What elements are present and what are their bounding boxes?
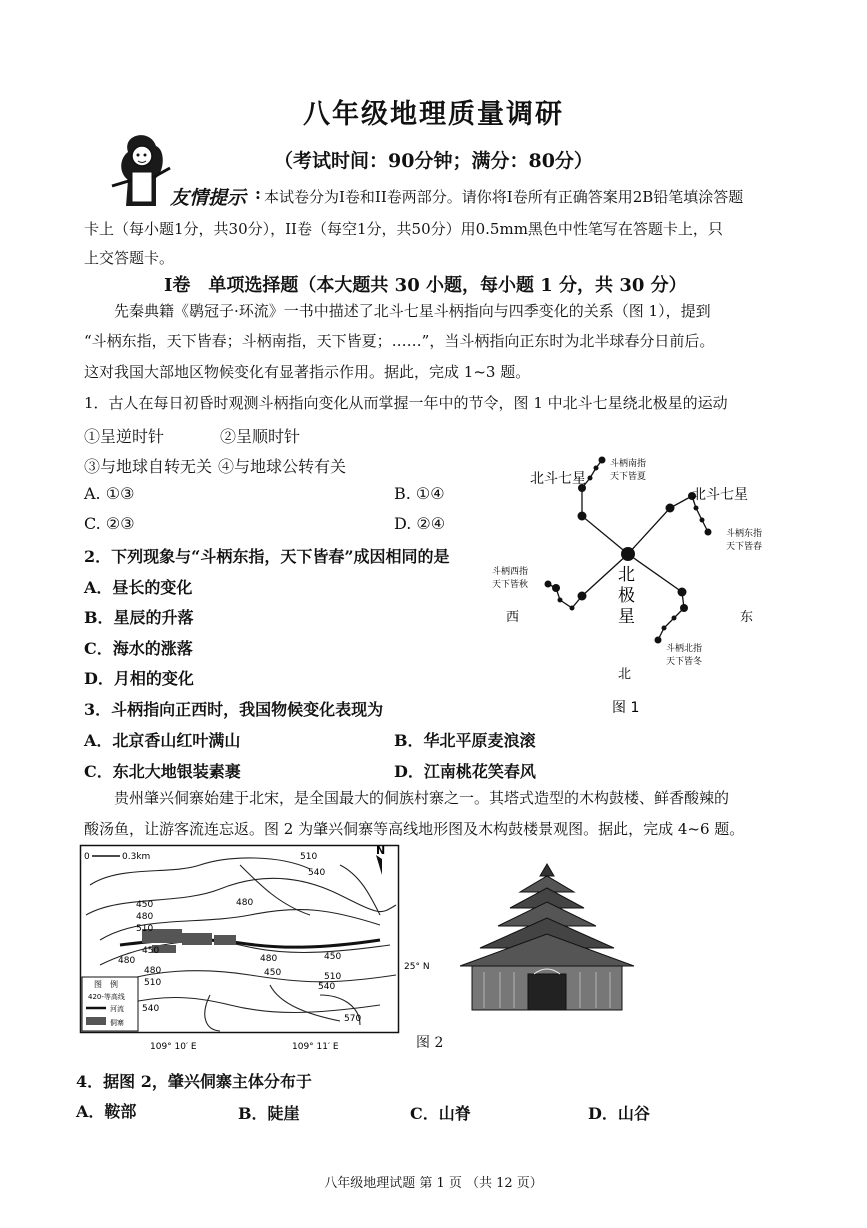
q4-option-c[interactable]: C．山脊	[410, 1104, 471, 1123]
fig1-west-2: 天下皆秋	[492, 580, 529, 590]
fig2-lat: 25° N	[404, 962, 430, 972]
passage2-line1: 贵州肇兴侗寨始建于北宋，是全国最大的侗族村寨之一。其塔式造型的木构鼓楼、鲜香酸辣的	[114, 789, 730, 807]
fig2-c450d: 450	[264, 968, 282, 978]
q1-option-d[interactable]: D. ②④	[394, 514, 446, 533]
fig2-c480d: 480	[144, 966, 162, 976]
figure-1-big-dipper	[478, 448, 788, 723]
fig2-legend-contour: 420-等高线	[88, 993, 125, 1001]
q3-option-c[interactable]: C．东北大地银装素裹	[84, 762, 241, 781]
q1-stem: 1．古人在每日初昏时观测斗柄指向变化从而掌握一年中的节令，图 1 中北斗七星绕北极星的运动	[84, 394, 728, 412]
fig2-lon1: 109° 10′ E	[150, 1042, 197, 1052]
fig2-caption: 图 2	[416, 1035, 444, 1051]
fig1-east-2: 天下皆春	[726, 542, 763, 552]
q1-statement-3: ③与地球自转无关	[84, 457, 213, 476]
q2-option-b[interactable]: B．星辰的升落	[84, 608, 194, 627]
q1-option-a[interactable]: A. ①③	[84, 484, 135, 503]
fig2-legend-river: 河流	[110, 1005, 124, 1013]
q2-stem: 2．下列现象与“斗柄东指，天下皆春”成因相同的是	[84, 547, 450, 566]
q3-option-d[interactable]: D．江南桃花笑春风	[394, 762, 536, 781]
fig1-dir-east: 东	[740, 610, 754, 625]
fig2-c510d: 510	[324, 972, 342, 982]
drum-tower-image	[450, 862, 645, 1012]
fig2-c570: 570	[344, 1014, 362, 1024]
section-heading: I卷 单项选择题（本大题共 30 小题，每小题 1 分，共 30 分）	[164, 275, 687, 296]
q4-option-d[interactable]: D．山谷	[588, 1104, 650, 1123]
fig1-label-dipper-left: 北斗七星	[530, 471, 586, 487]
q1-statement-4: ④与地球公转有关	[218, 457, 347, 476]
fig2-north: N	[376, 844, 386, 857]
fig2-c540b: 540	[142, 1004, 160, 1014]
q1-statement-1: ①呈逆时针	[84, 427, 165, 446]
page-footer: 八年级地理试题 第 1 页 （共 12 页）	[324, 1176, 543, 1191]
tip-line3: 上交答题卡。	[84, 249, 175, 267]
fig2-c510b: 510	[136, 924, 154, 934]
q3-stem: 3．斗柄指向正西时，我国物候变化表现为	[84, 700, 384, 719]
q2-option-a[interactable]: A．昼长的变化	[84, 578, 193, 597]
fig1-north-2: 天下皆冬	[666, 657, 703, 667]
fig1-label-dipper-right: 北斗七星	[692, 487, 748, 503]
fig2-scale-km: 0.3km	[122, 852, 151, 862]
fig2-c450b: 450	[142, 946, 160, 956]
cartoon-student-image	[108, 128, 174, 210]
page-title: 八年级地理质量调研	[303, 99, 564, 130]
tip-line2: 卡上（每小题1分，共30分），II卷（每空1分，共50分）用0.5mm黑色中性笔写在答题卡上，只	[84, 220, 723, 238]
q4-stem: 4．据图 2，肇兴侗寨主体分布于	[76, 1072, 312, 1091]
fig2-c480a: 480	[236, 898, 254, 908]
fig2-c510a: 510	[300, 852, 318, 862]
fig2-legend-village: 侗寨	[110, 1019, 124, 1027]
fig2-c480e: 480	[260, 954, 278, 964]
fig2-c480b: 480	[136, 912, 154, 922]
tip-label: 友情提示	[170, 187, 247, 209]
exam-info: （考试时间：90分钟；满分：80分）	[274, 150, 593, 172]
tip-colon: :	[255, 184, 261, 203]
fig1-caption: 图 1	[612, 700, 640, 716]
fig2-c540c: 540	[318, 982, 336, 992]
fig2-legend	[82, 977, 138, 1031]
q1-option-b[interactable]: B. ①④	[394, 484, 445, 503]
fig2-scale-0: 0	[84, 852, 90, 862]
fig1-dir-north: 北	[618, 667, 632, 682]
q1-statement-2: ②呈顺时针	[220, 427, 301, 446]
fig1-east-1: 斗柄东指	[726, 529, 763, 539]
q1-option-c[interactable]: C. ②③	[84, 514, 135, 533]
fig1-west-1: 斗柄西指	[492, 567, 529, 577]
fig1-north-1: 斗柄北指	[666, 644, 703, 654]
fig2-legend-title: 图 例	[94, 980, 118, 989]
fig1-polaris-1: 北	[618, 565, 635, 585]
q3-option-b[interactable]: B．华北平原麦浪滚	[394, 731, 536, 750]
fig1-south-1: 斗柄南指	[610, 459, 647, 469]
q4-option-b[interactable]: B．陡崖	[238, 1104, 300, 1123]
fig1-polaris-3: 星	[618, 607, 635, 627]
tip-line1: 本试卷分为I卷和II卷两部分。请你将I卷所有正确答案用2B铅笔填涂答题	[264, 188, 744, 206]
passage1-line2: “斗柄东指，天下皆春；斗柄南指，天下皆夏；……”，当斗柄指向正东时为北半球春分日前后。	[84, 332, 715, 350]
fig1-polaris-2: 极	[618, 586, 635, 606]
fig1-dir-west: 西	[506, 610, 520, 625]
q3-option-a[interactable]: A．北京香山红叶满山	[84, 731, 241, 750]
fig2-c480c: 480	[118, 956, 136, 966]
polaris-star	[621, 547, 635, 561]
passage2-line2: 酸汤鱼，让游客流连忘返。图 2 为肇兴侗寨等高线地形图及木构鼓楼景观图。据此，完成 4~6 题。	[84, 820, 745, 838]
fig2-c450c: 450	[324, 952, 342, 962]
q2-option-c[interactable]: C．海水的涨落	[84, 639, 193, 658]
passage1-line1: 先秦典籍《鹖冠子·环流》一书中描述了北斗七星斗柄指向与四季变化的关系（图 1），提到	[114, 302, 711, 320]
fig2-c450a: 450	[136, 900, 154, 910]
q2-option-d[interactable]: D．月相的变化	[84, 669, 194, 688]
fig2-c510c: 510	[144, 978, 162, 988]
fig2-lon2: 109° 11′ E	[292, 1042, 339, 1052]
fig2-c540a: 540	[308, 868, 326, 878]
passage1-line3: 这对我国大部地区物候变化有显著指示作用。据此，完成 1~3 题。	[84, 363, 531, 381]
q4-option-a[interactable]: A．鞍部	[76, 1102, 137, 1121]
fig1-south-2: 天下皆夏	[610, 472, 647, 482]
